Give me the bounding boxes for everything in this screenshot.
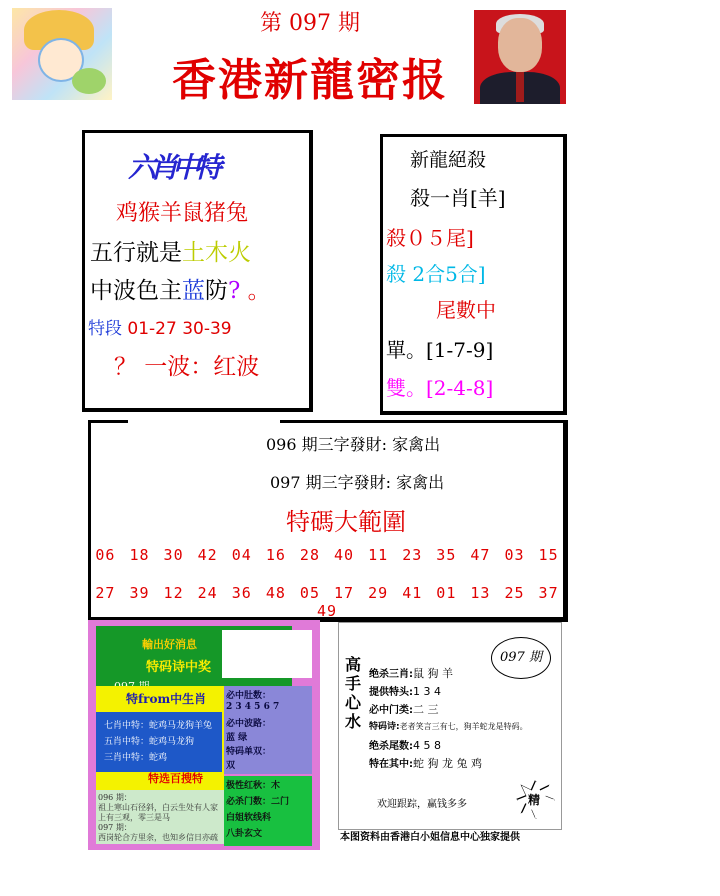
- kill-tail: 殺０５尾]: [386, 226, 474, 250]
- card-line: [369, 737, 441, 752]
- lucky-line-096: 096 期三字發財: 家禽出: [266, 435, 441, 454]
- collage-line: 五肖中特：蛇鸡马龙狗: [104, 737, 195, 747]
- card-line-key: 特码诗:: [369, 722, 400, 732]
- card-line-key: 特在其中:: [369, 759, 413, 770]
- card-line: [369, 719, 528, 732]
- wave-guard: 防: [205, 278, 228, 304]
- expert-card: [338, 622, 562, 830]
- even-tails: 雙。[2-4-8]: [386, 376, 494, 400]
- card-line-key: 必中门类:: [369, 705, 413, 716]
- portrait-photo: [474, 10, 566, 104]
- tail-title: 尾數中: [436, 298, 496, 322]
- odd-tails: 單。[1-7-9]: [386, 338, 494, 362]
- collage-image: [88, 620, 320, 850]
- collage-line: 必中肚数：: [226, 691, 272, 701]
- collage-line: 2 3 4 5 6 7: [226, 702, 280, 712]
- card-line: [369, 755, 482, 771]
- wave-main: 蓝: [182, 278, 205, 304]
- page-title: 香港新龍密报: [172, 55, 448, 106]
- collage-line: 西岗轮合方里余，也知乡信日亦疏: [98, 833, 218, 842]
- wave-prefix: 中波色主: [90, 278, 182, 304]
- collage-line: 蓝 绿: [226, 733, 248, 743]
- cartoon-image: [12, 8, 112, 100]
- collage-blue-panel: [96, 712, 222, 772]
- card-line-value: 1 3 4: [413, 685, 441, 698]
- six-zodiac-title: 六肖中特: [128, 151, 217, 184]
- collage-blank: [222, 630, 312, 678]
- card-line: [369, 701, 439, 717]
- collage-line: 上有三观，零三是马: [98, 813, 170, 822]
- special-label: 特段: [88, 319, 122, 339]
- card-line-value: 蛇 狗 龙 兔 鸡: [413, 757, 482, 770]
- collage-green-sub: 特码诗中奖: [146, 660, 212, 675]
- card-line-key: 绝杀尾数:: [369, 741, 413, 752]
- collage-line: 八卦玄文: [226, 829, 263, 839]
- wuxing-value: 土木火: [182, 240, 251, 266]
- card-vertical-title: 高手心水: [345, 655, 362, 731]
- number-row-2: 27 39 12 24 36 48 05 17 29 41 01 13 25 37 49: [95, 584, 559, 620]
- number-row-1: 06 18 30 42 04 16 28 40 11 23 35 47 03 15: [95, 546, 559, 564]
- collage-green-title: 輸出好消息: [142, 638, 197, 651]
- footer-credit: 本图资料由香港白小姐信息中心独家提供: [340, 832, 520, 843]
- wave-line: [90, 272, 271, 305]
- card-line: [369, 683, 441, 698]
- kill-zodiac: 殺一肖[羊]: [410, 186, 506, 210]
- red-wave: ？ 一波：红波: [114, 354, 260, 380]
- border-gap: [128, 417, 280, 425]
- star-label: 精: [528, 793, 541, 807]
- collage-mint-panel: [96, 790, 224, 844]
- kill-sum: 殺 2合5合]: [386, 262, 486, 286]
- collage-green-bottom: [224, 776, 312, 846]
- collage-line: 必杀门数：二门: [226, 797, 290, 807]
- card-line: [369, 665, 453, 681]
- collage-line: 必中波路：: [226, 719, 272, 729]
- range-title: 特碼大範圍: [286, 508, 406, 536]
- collage-line: 祖上寒山石径斜，白云生处有人家: [98, 803, 218, 812]
- collage-line: 七肖中特：蛇鸡马龙狗羊兔: [104, 721, 213, 731]
- collage-yellow-title: 特from中生肖: [126, 692, 207, 706]
- collage-yellow-foot: 特选百搜特: [148, 772, 203, 785]
- collage-line: 极性红秋：木: [226, 781, 281, 791]
- card-line-value: 二 三: [413, 703, 439, 716]
- collage-purple-panel: [224, 686, 312, 774]
- collage-line: 097 期：: [98, 823, 132, 832]
- issue-number: 第 097 期: [260, 11, 360, 36]
- wuxing-prefix: 五行就是: [90, 240, 182, 266]
- collage-line: 双: [226, 761, 236, 771]
- card-oval-issue: 097 期: [491, 637, 551, 679]
- kill-title: 新龍絕殺: [410, 149, 487, 171]
- card-line-key: 绝杀三肖:: [369, 669, 413, 680]
- collage-line: 特码单双：: [226, 747, 272, 757]
- collage-line: 三肖中特：蛇鸡: [104, 753, 168, 763]
- wuxing-line: [90, 234, 251, 267]
- special-values: 01-27 30-39: [127, 319, 232, 339]
- wave-question: ?: [228, 278, 241, 304]
- card-line-value: 4 5 8: [413, 739, 441, 752]
- zodiac-list: 鸡猴羊鼠猪兔: [116, 201, 249, 226]
- collage-line: 白姐软线科: [226, 813, 272, 823]
- lucky-line-097: 097 期三字發財: 家禽出: [270, 473, 445, 492]
- special-range: [88, 314, 232, 339]
- card-line-value: 老者笑言三有七，狗羊蛇龙是特码。: [399, 722, 528, 731]
- card-line-key: 提供特头:: [369, 687, 413, 698]
- card-welcome: 欢迎跟踪，赢钱多多: [377, 799, 467, 810]
- collage-line: 096 期：: [98, 793, 132, 802]
- wave-dot: 。: [247, 278, 271, 304]
- card-line-value: 鼠 狗 羊: [413, 667, 453, 680]
